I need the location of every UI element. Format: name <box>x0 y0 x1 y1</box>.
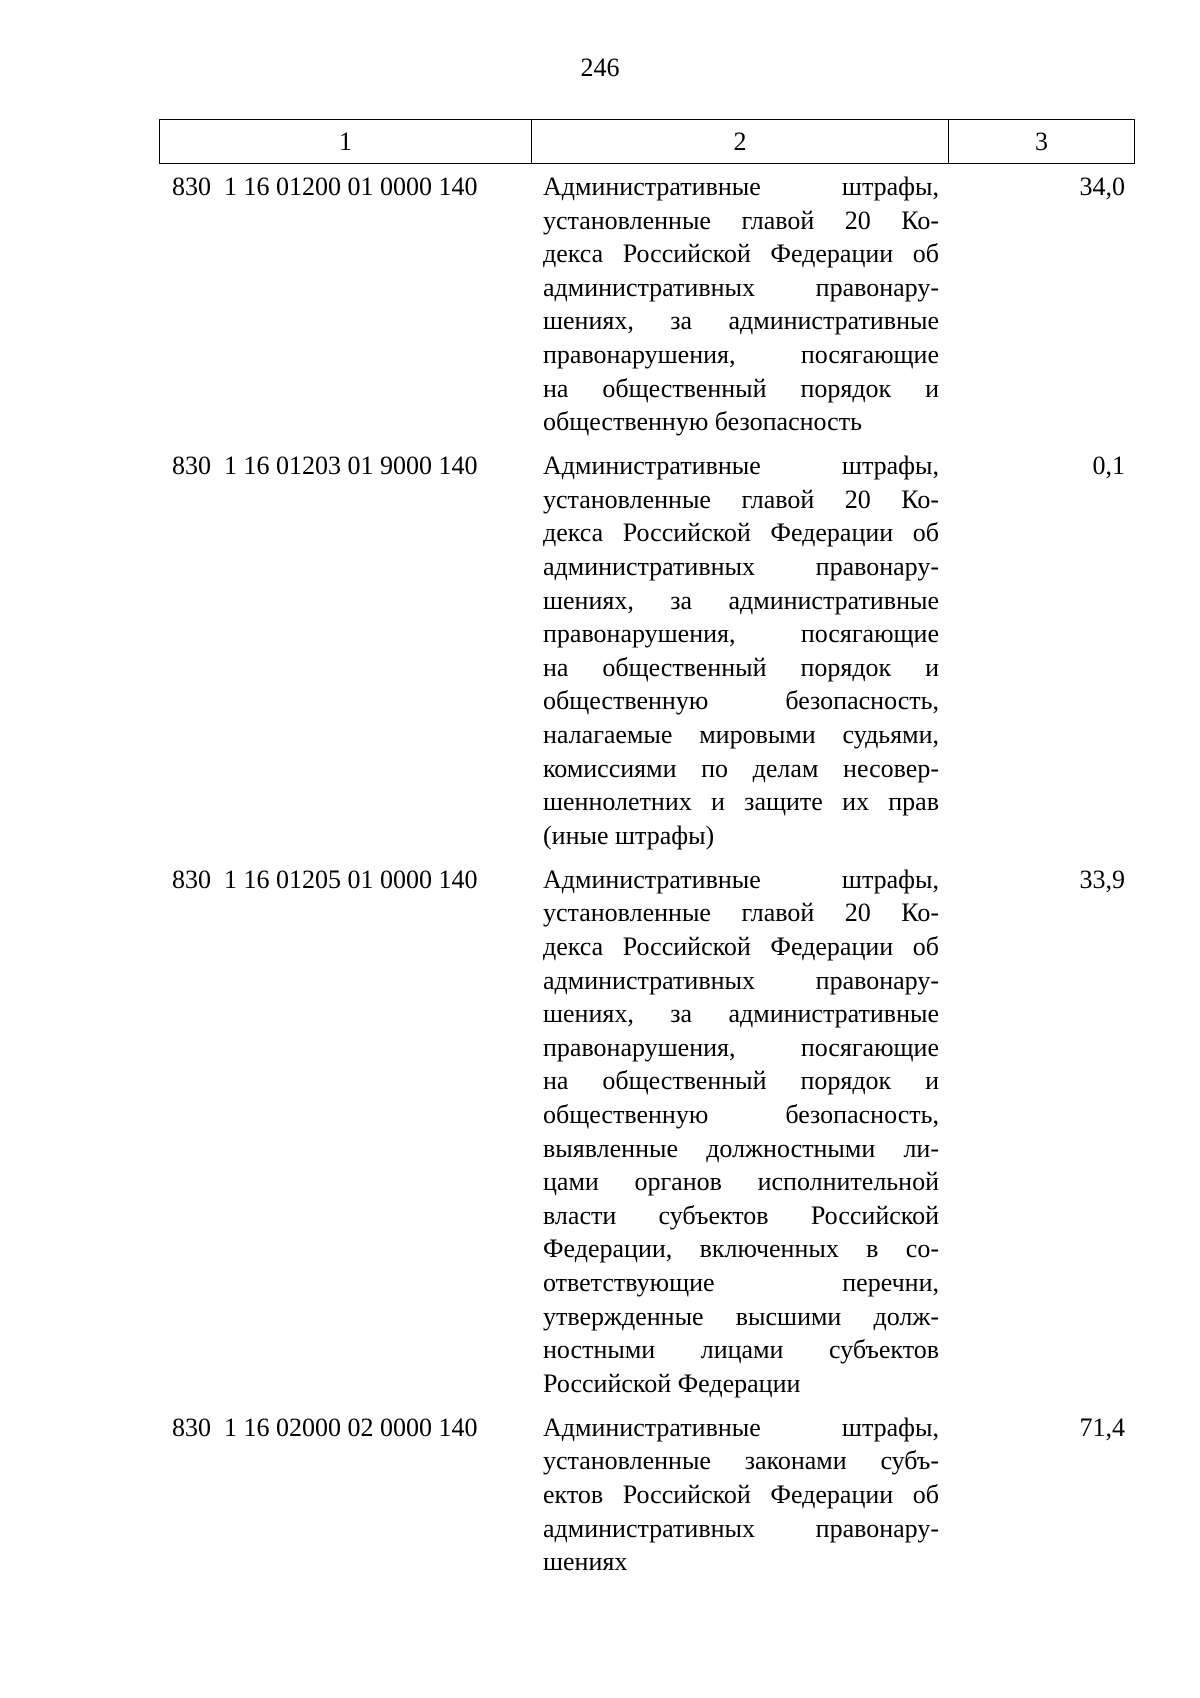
description-line: шениях, за административные <box>543 585 939 615</box>
income-description <box>543 170 939 439</box>
budget-classification-code: 1 16 01203 01 9000 140 <box>224 451 478 481</box>
description-line: на общественный порядок и <box>543 373 939 403</box>
description-line: (иные штрафы) <box>543 820 715 850</box>
description-line: выявленные должностными ли- <box>543 1133 939 1163</box>
description-line: Административные штрафы, <box>543 1412 939 1442</box>
description-line: административных правонару- <box>543 552 939 582</box>
admin-code: 830 <box>172 451 211 481</box>
amount-value: 71,4 <box>1079 1412 1125 1442</box>
income-description <box>543 449 939 852</box>
description-line: на общественный порядок и <box>543 652 939 682</box>
income-description <box>543 863 939 1401</box>
amount-value: 0,1 <box>1092 451 1125 481</box>
description-line: общественную безопасность <box>543 407 862 437</box>
amount-value: 34,0 <box>1079 172 1125 201</box>
page-number: 246 <box>580 53 620 82</box>
description-line: общественную безопасность, <box>543 686 939 716</box>
description-line: административных правонару- <box>543 272 939 302</box>
description-line: Административные штрафы, <box>543 172 939 201</box>
budget-classification-code: 1 16 01200 01 0000 140 <box>224 172 478 201</box>
admin-code: 830 <box>172 864 211 894</box>
description-line: ектов Российской Федерации об <box>543 1480 939 1510</box>
amount-value: 33,9 <box>1079 864 1125 894</box>
description-line: Российской Федерации <box>543 1368 801 1398</box>
header-column-2: 2 <box>532 120 949 163</box>
table-row <box>159 863 1135 1401</box>
description-line: Федерации, включенных в со- <box>543 1234 939 1264</box>
description-line: декса Российской Федерации об <box>543 518 939 548</box>
description-line: правонарушения, посягающие <box>543 619 939 649</box>
description-line: Административные штрафы, <box>543 451 939 481</box>
table-body <box>159 170 1135 1589</box>
description-line: правонарушения, посягающие <box>543 339 939 369</box>
description-line: цами органов исполнительной <box>543 1167 939 1197</box>
income-description <box>543 1411 939 1579</box>
description-line: шениях <box>543 1547 628 1577</box>
header-column-1: 1 <box>160 120 532 163</box>
header-column-3: 3 <box>1035 126 1048 156</box>
description-line: шениях, за административные <box>543 306 939 336</box>
budget-classification-code: 1 16 02000 02 0000 140 <box>224 1412 478 1442</box>
description-line: административных правонару- <box>543 1513 939 1543</box>
description-line: общественную безопасность, <box>543 1100 939 1130</box>
description-line: декса Российской Федерации об <box>543 932 939 962</box>
table-row <box>159 1411 1135 1579</box>
description-line: на общественный порядок и <box>543 1066 939 1096</box>
table-header <box>159 119 1135 164</box>
description-line: ответствующие перечни, <box>543 1268 939 1297</box>
description-line: власти субъектов Российской <box>543 1200 939 1230</box>
description-line: установленные главой 20 Ко- <box>543 205 939 235</box>
description-line: установленные законами субъ- <box>543 1446 939 1476</box>
admin-code: 830 <box>172 172 211 201</box>
description-line: ностными лицами субъектов <box>543 1335 939 1365</box>
description-line: шениях, за административные <box>543 999 939 1029</box>
admin-code: 830 <box>172 1412 211 1442</box>
table-row <box>159 449 1135 852</box>
description-line: административных правонару- <box>543 965 939 995</box>
table-row <box>159 170 1135 439</box>
budget-classification-code: 1 16 01205 01 0000 140 <box>224 864 478 894</box>
description-line: Административные штрафы, <box>543 864 939 894</box>
description-line: шеннолетних и защите их прав <box>543 787 939 817</box>
description-line: комиссиями по делам несовер- <box>543 753 939 783</box>
description-line: налагаемые мировыми судьями, <box>543 720 939 749</box>
description-line: установленные главой 20 Ко- <box>543 484 939 514</box>
description-line: декса Российской Федерации об <box>543 239 939 269</box>
description-line: правонарушения, посягающие <box>543 1032 939 1062</box>
description-line: установленные главой 20 Ко- <box>543 898 939 928</box>
description-line: утвержденные высшими долж- <box>543 1301 939 1331</box>
